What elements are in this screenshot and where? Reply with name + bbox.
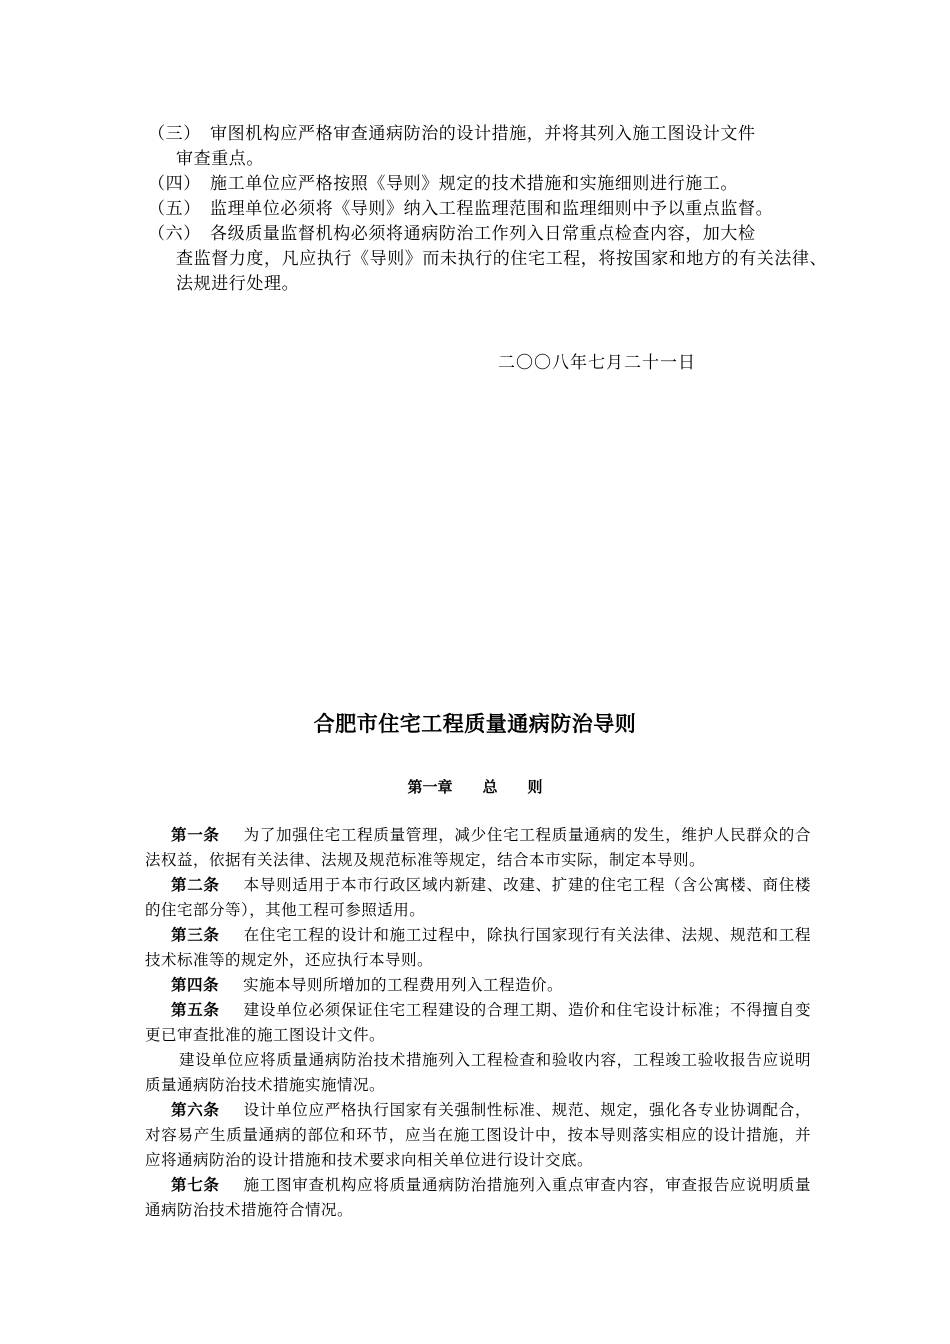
article-paragraph bbox=[145, 1048, 811, 1098]
article-text: 本导则适用于本市行政区域内新建、改建、扩建的住宅工程（含公寓楼、商住楼的住宅部分等），其他工程可参照适用。 bbox=[145, 876, 811, 919]
article-paragraph bbox=[145, 923, 811, 973]
document-title: 合肥市住宅工程质量通病防治导则 bbox=[313, 712, 637, 736]
list-item bbox=[148, 172, 828, 197]
requirements-list bbox=[148, 122, 828, 297]
article-text: 设计单位应严格执行国家有关强制性标准、规范、规定，强化各专业协调配合，对容易产生质量通病的部位和环节，应当在施工图设计中，按本导则落实相应的设计措施，并应将通病防治的设计措施和技术要求向相关单位进行设计交底。 bbox=[145, 1101, 811, 1169]
article-paragraph bbox=[145, 1173, 811, 1223]
list-marker: （三） bbox=[148, 124, 201, 144]
chapter-label: 第一章 bbox=[407, 778, 453, 796]
article-label: 第七条 bbox=[171, 1176, 220, 1194]
article-text: 为了加强住宅工程质量管理，减少住宅工程质量通病的发生，维护人民群众的合法权益，依据有关法律、法规及规范标准等规定，结合本市实际，制定本导则。 bbox=[145, 826, 811, 869]
list-item-continuation: 查监督力度，凡应执行《导则》而未执行的住宅工程，将按国家和地方的有关法律、法规进行处理。 bbox=[176, 249, 828, 294]
article-text: 建设单位应将质量通病防治技术措施列入工程检查和验收内容，工程竣工验收报告应说明质量通病防治技术措施实施情况。 bbox=[145, 1051, 811, 1094]
article-label: 第五条 bbox=[171, 1001, 220, 1019]
list-item-text: 监理单位必须将《导则》纳入工程监理范围和监理细则中予以重点监督。 bbox=[210, 199, 774, 219]
article-paragraph bbox=[145, 973, 811, 998]
list-item bbox=[148, 197, 828, 222]
article-text: 施工图审查机构应将质量通病防治措施列入重点审查内容，审查报告应说明质量通病防治技术措施符合情况。 bbox=[145, 1176, 811, 1219]
article-paragraph bbox=[145, 823, 811, 873]
article-label: 第三条 bbox=[171, 926, 220, 944]
list-item bbox=[148, 222, 828, 297]
issue-date: 二〇〇八年七月二十一日 bbox=[498, 353, 696, 373]
article-paragraph bbox=[145, 1098, 811, 1173]
article-label: 第六条 bbox=[171, 1101, 220, 1119]
article-text: 建设单位必须保证住宅工程建设的合理工期、造价和住宅设计标准；不得擅自变更已审查批准的施工图设计文件。 bbox=[145, 1001, 811, 1044]
articles-section bbox=[145, 823, 811, 1223]
article-paragraph bbox=[145, 873, 811, 923]
article-label: 第一条 bbox=[171, 826, 220, 844]
list-item bbox=[148, 122, 828, 172]
article-paragraph bbox=[145, 998, 811, 1048]
list-marker: （六） bbox=[148, 224, 201, 244]
list-item-text: 各级质量监督机构必须将通病防治工作列入日常重点检查内容，加大检 bbox=[210, 224, 756, 244]
list-item-text: 施工单位应严格按照《导则》规定的技术措施和实施细则进行施工。 bbox=[210, 174, 738, 194]
list-item-continuation: 审查重点。 bbox=[176, 149, 264, 169]
chapter-title-part: 则 bbox=[527, 778, 543, 796]
chapter-heading bbox=[0, 776, 950, 797]
article-label: 第四条 bbox=[171, 976, 220, 994]
list-marker: （五） bbox=[148, 199, 201, 219]
chapter-title-part: 总 bbox=[482, 778, 498, 796]
article-label: 第二条 bbox=[171, 876, 220, 894]
article-text: 在住宅工程的设计和施工过程中，除执行国家现行有关法律、法规、规范和工程技术标准等的规定外，还应执行本导则。 bbox=[145, 926, 811, 969]
list-item-text: 审图机构应严格审查通病防治的设计措施，并将其列入施工图设计文件 bbox=[210, 124, 756, 144]
article-text: 实施本导则所增加的工程费用列入工程造价。 bbox=[243, 976, 564, 994]
list-marker: （四） bbox=[148, 174, 201, 194]
